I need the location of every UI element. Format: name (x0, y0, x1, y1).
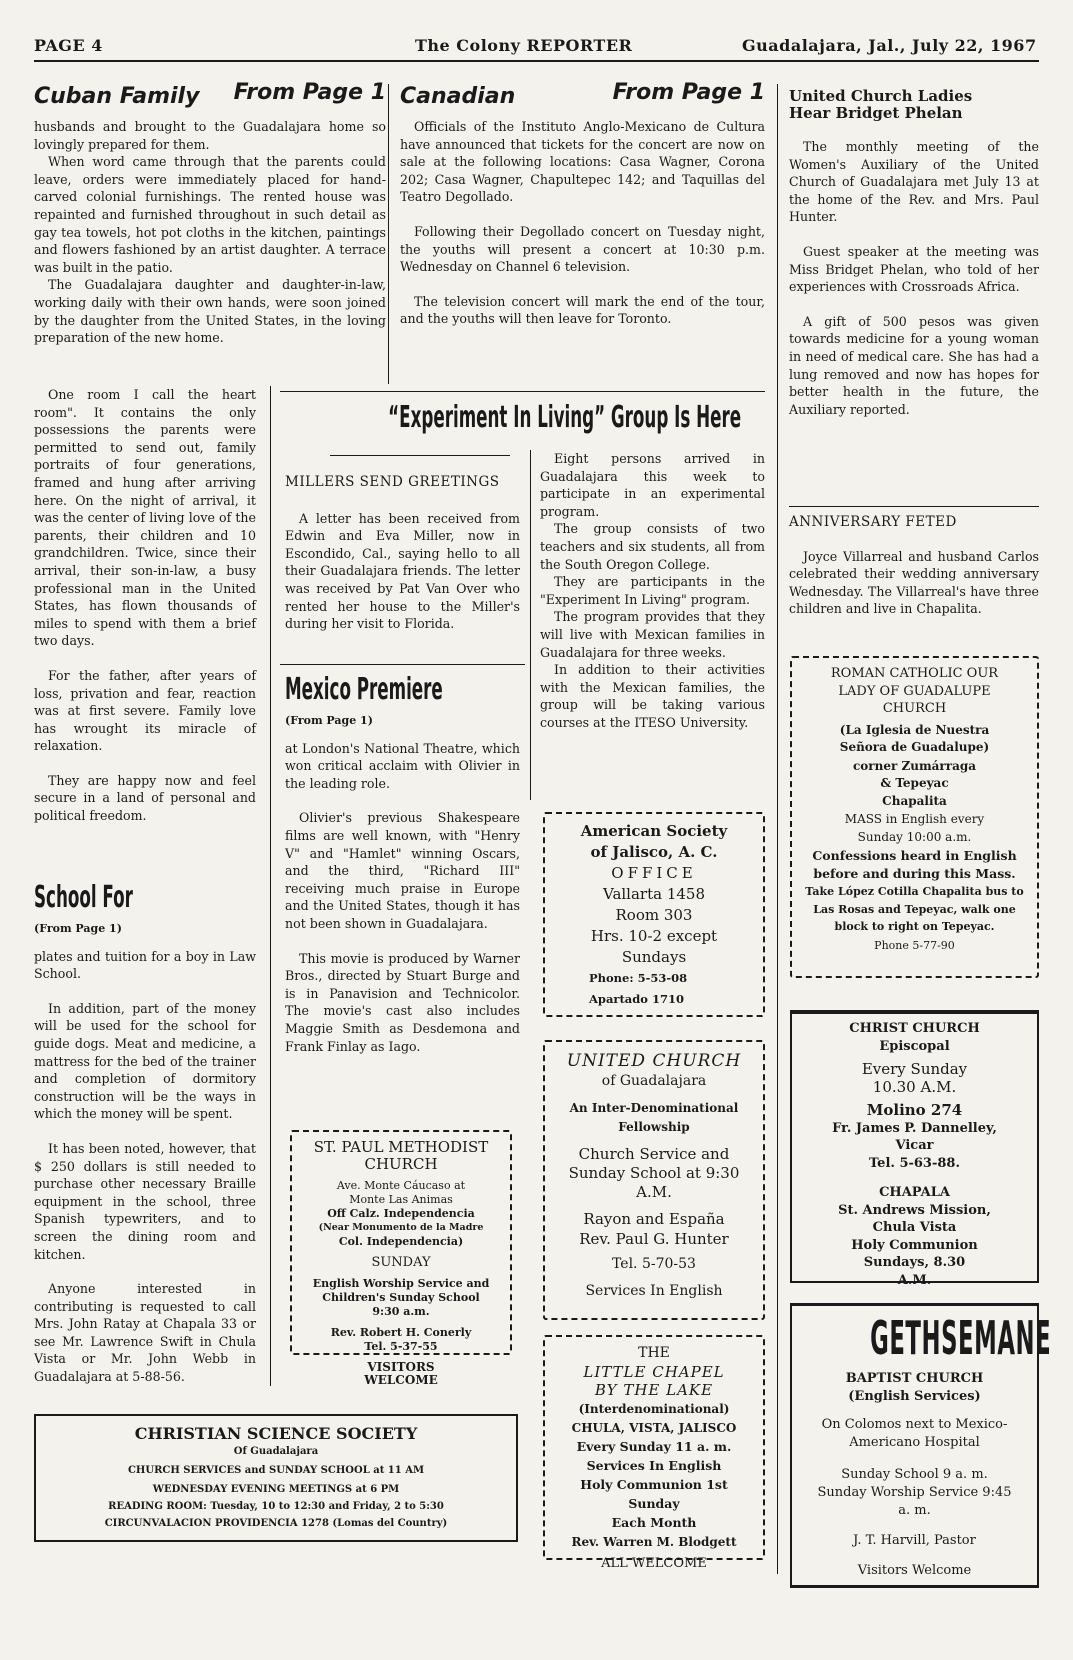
lc-line-5: Each Month (611, 1515, 697, 1530)
ladies-p1: The monthly meeting of the Women's Auxiliary of the United Church of Guadalajara met July 13 at the home of the Rev. and Mrs. Paul Hunter. (789, 139, 1039, 225)
canadian-p1: Officials of the Instituto Anglo-Mexicano de Cultura have announced that tickets for the concert are now on sale at the following locations: Casa Wagner, Corona 202; Casa Wagner, Chapultepec 142; and Taquillas del Teatro Degollado. (400, 119, 765, 205)
rc-name: ROMAN CATHOLIC OUR LADY OF GUADALUPE CHURCH (830, 666, 999, 716)
cs-line-1: CHURCH SERVICES and SUNDAY SCHOOL at 11 AM (127, 1465, 425, 1476)
uc-service: Church Service and Sunday School at 9:30 A.M. (568, 1145, 740, 1201)
american-society-ad (543, 812, 765, 1017)
lc-welcome: ALL WELCOME (601, 1556, 707, 1571)
cc-name: CHRIST CHURCH (849, 1021, 980, 1036)
cs-line-3: READING ROOM: Tuesday, 10 to 12:30 and Friday, 2 to 5:30 (108, 1501, 444, 1512)
christ-church-ad (790, 1010, 1039, 1288)
cuban-family-body-bottom (34, 386, 256, 842)
canadian-kicker: Canadian (400, 84, 516, 109)
experiment-p1: Eight persons arrived in Guadalajara this week to participate in an experimental program. (540, 451, 765, 519)
premiere-article (285, 672, 520, 1072)
cuban-p3: The Guadalajara daughter and daughter-in-law, working daily with their own hands, were soon joined by the daughter from the United States, in the loving preparation of the new home. (34, 277, 386, 346)
lc-the: THE (638, 1345, 670, 1361)
gs-type: BAPTIST CHURCH (845, 1371, 984, 1386)
cc-tel: Tel. 5-63-88. (869, 1155, 960, 1171)
cs-line-4: CIRCUNVALACION PROVIDENCIA 1278 (Lomas del Country) (104, 1518, 448, 1529)
cc-communion: Holy Communion Sundays, 8.30 A.M. (851, 1237, 978, 1288)
cuban-family-kicker: Cuban Family (34, 84, 200, 109)
as-line-4: Vallarta 1458 (602, 885, 706, 903)
as-line-2: of Jalisco, A. C. (590, 843, 718, 861)
cuban-p6: They are happy now and feel secure in a land of personal and political freedom. (34, 772, 256, 824)
gs-address: On Colomos next to Mexico-Americano Hospital (821, 1417, 1008, 1450)
rc-address: corner Zumárraga & Tepeyac Chapalita (852, 758, 977, 808)
cs-line-2: WEDNESDAY EVENING MEETINGS at 6 PM (152, 1484, 400, 1495)
as-apartado: Apartado 1710 (589, 992, 684, 1006)
experiment-headline-wrap (280, 400, 765, 436)
uc-pastor: Rev. Paul G. Hunter (579, 1230, 729, 1248)
school-for-from: (From Page 1) (34, 922, 122, 935)
premiere-from: (From Page 1) (285, 714, 373, 727)
experiment-top-rule (280, 391, 765, 392)
gethsemane-name-wrap (796, 1310, 1052, 1370)
lc-pastor: Rev. Warren M. Blodgett (571, 1535, 737, 1549)
experiment-under-rule (330, 455, 510, 456)
uc-type: An Inter-Denominational Fellowship (569, 1101, 739, 1134)
gs-worship: Sunday Worship Service 9:45 a. m. (817, 1485, 1012, 1518)
gs-lang: (English Services) (848, 1389, 981, 1404)
column-rule-2 (777, 84, 778, 1574)
ladies-article (789, 88, 1039, 435)
school-for-headline: School For (34, 880, 133, 915)
as-line-6: Hrs. 10-2 except (590, 927, 718, 945)
st-paul-time-1: English Worship Service and (312, 1277, 490, 1290)
st-paul-address-2: Monte Las Animas (349, 1193, 453, 1206)
school-p1: plates and tuition for a boy in Law School. (34, 948, 256, 982)
anniversary-headline: ANNIVERSARY FETED (789, 514, 957, 530)
ladies-p2: Guest speaker at the meeting was Miss Bridget Phelan, who told of her experiences with Crossroads Africa. (789, 243, 1039, 295)
dateline: Guadalajara, Jal., July 22, 1967 (742, 36, 1037, 55)
catholic-church-ad (790, 656, 1039, 978)
st-paul-time-2: Children's Sunday School (322, 1291, 480, 1304)
cuban-p2: When word came through that the parents could leave, orders were immediately placed for hand-carved colonial furnishings. The rented house was repainted and furnished throughout in such detail as gay tea towels, hot pot cloths in the kitchen, paintings and flowers fashioned by an artist daughter. A terrace was built in the patio. (34, 154, 386, 275)
rc-phone: Phone 5-77-90 (874, 938, 955, 952)
cs-city: Of Guadalajara (233, 1446, 319, 1457)
paper-name: The Colony REPORTER (415, 36, 633, 55)
ladies-rule (789, 506, 1039, 507)
masthead-rule (34, 60, 1039, 62)
school-p3: It has been noted, however, that $ 250 dollars is still needed to purchase other necessary Braille equipment in the school, three Spanish typewriters, and to screen the dining room and kitchen. (34, 1140, 256, 1262)
school-p2: In addition, part of the money will be used for the school for guide dogs. Meat and medicine, a mattress for the bed of the trainer and completion of dormitory construction will be the ways in which the money will be spent. (34, 1000, 256, 1122)
anniversary-p1: Joyce Villarreal and husband Carlos celebrated their wedding anniversary Wednesday. The Villarreal's have three children and live in Chapalita. (789, 548, 1039, 617)
united-church-ad (543, 1040, 765, 1320)
rc-bus: Take López Cotilla Chapalita bus to Las Rosas and Tepeyac, walk one block to right on Tepeyac. (805, 885, 1024, 933)
lc-line-1: Every Sunday 11 a. m. (576, 1439, 732, 1454)
millers-rule (280, 664, 525, 665)
rc-spanish: (La Iglesia de Nuestra Señora de Guadalupe) (839, 722, 990, 754)
millers-p1: A letter has been received from Edwin and Eva Miller, now in Escondido, Cal., saying hello to all their Guadalajara friends. The letter was received by Pat Van Over who rented her house to the Miller's during her visit to Florida. (285, 510, 520, 632)
ladies-p3: A gift of 500 pesos was given towards medicine for a young woman in need of medical care. She has had a lung removed and now has hopes for better health in the future, the Auxiliary reported. (789, 313, 1039, 417)
little-chapel-ad (543, 1335, 765, 1571)
cc-address: Molino 274 (866, 1101, 963, 1119)
experiment-p2: The group consists of two teachers and six students, all from the South Oregon College. (540, 521, 765, 572)
experiment-headline: “Experiment In Living” Group Is Here (388, 400, 742, 435)
anniversary-article (789, 512, 1039, 635)
experiment-article (540, 450, 765, 732)
uc-name: UNITED CHURCH (566, 1051, 742, 1071)
lc-name: LITTLE CHAPEL BY THE LAKE (583, 1363, 725, 1399)
as-line-3: OFFICE (611, 864, 697, 882)
cc-chapala: CHAPALA (879, 1185, 950, 1200)
ladies-headline: United Church Ladies Hear Bridget Phelan (789, 87, 973, 122)
st-paul-methodist-ad (290, 1130, 512, 1387)
rc-confessions: Confessions heard in English before and during this Mass. (812, 848, 1017, 881)
premiere-p2: Olivier's previous Shakespeare films are well known, with "Henry V" and "Hamlet" winning Oscars, and the third, "Richard III" receiving much praise in Europe and the United States, though it has not been shown in Guadalajara. (285, 810, 520, 931)
as-phone: Phone: 5-53-08 (589, 971, 688, 985)
st-paul-address-1: Ave. Monte Cáucaso at (336, 1179, 466, 1192)
canadian-from: From Page 1 (612, 80, 765, 105)
column-rule-1b (270, 386, 271, 1386)
st-paul-address-5: Col. Independencia) (338, 1235, 464, 1248)
cuban-family-article (34, 80, 386, 112)
uc-address: Rayon and España (583, 1210, 725, 1228)
gethsemane-ad (790, 1303, 1052, 1588)
lc-line-3: Holy Communion 1st (580, 1477, 728, 1492)
st-paul-welcome: VISITORS WELCOME (364, 1360, 438, 1387)
st-paul-address-4: (Near Monumento de la Madre (318, 1222, 484, 1233)
gs-pastor: J. T. Harvill, Pastor (853, 1533, 976, 1548)
lc-line-4: Sunday (628, 1496, 680, 1511)
st-paul-service: SUNDAY (371, 1255, 431, 1270)
school-for-article (34, 880, 256, 1403)
millers-headline: MILLERS SEND GREETINGS (285, 474, 500, 490)
millers-article (285, 468, 520, 650)
experiment-p3: They are participants in the "Experiment In Living" program. (540, 574, 765, 607)
rc-mass: MASS in English every Sunday 10:00 a.m. (844, 812, 985, 844)
gs-school: Sunday School 9 a. m. (841, 1467, 988, 1482)
cuban-family-from: From Page 1 (233, 80, 386, 105)
st-paul-address-3: Off Calz. Independencia (327, 1207, 475, 1220)
experiment-p4: The program provides that they will live with Mexican families in Guadalajara for three weeks. (540, 609, 765, 660)
lc-type: (Interdenominational) (578, 1402, 730, 1416)
lc-line-2: Services In English (586, 1458, 722, 1473)
gethsemane-name: GETHSEMANE (870, 1311, 1052, 1365)
cuban-p5: For the father, after years of loss, privation and fear, reaction was at first severe. Family love has wrought its miracle of relaxation. (34, 667, 256, 754)
christian-science-ad (34, 1414, 518, 1542)
st-paul-time-3: 9:30 a.m. (372, 1305, 430, 1318)
premiere-headline: Mexico Premiere (285, 672, 443, 707)
st-paul-name: ST. PAUL METHODIST CHURCH (313, 1138, 489, 1173)
uc-services: Services In English (585, 1283, 723, 1299)
canadian-p3: The television concert will mark the end of the tour, and the youths will then leave for Toronto. (400, 293, 765, 327)
as-line-7: Sundays (621, 948, 687, 966)
canadian-p2: Following their Degollado concert on Tuesday night, the youths will present a concert at 10:30 p.m. Wednesday on Channel 6 television. (400, 223, 765, 275)
school-p4: Anyone interested in contributing is requested to call Mrs. John Ratay at Chapala 33 or see Mr. Lawrence Swift in Chula Vista or Mr. John Webb in Guadalajara at 5-88-56. (34, 1281, 256, 1385)
page-number: PAGE 4 (34, 36, 103, 55)
gs-welcome: Visitors Welcome (857, 1563, 972, 1578)
st-paul-tel: Tel. 5-37-55 (364, 1340, 438, 1353)
st-paul-pastor: Rev. Robert H. Conerly (330, 1326, 472, 1339)
cs-name: CHRISTIAN SCIENCE SOCIETY (134, 1424, 418, 1443)
lc-place: CHULA, VISTA, JALISCO (571, 1421, 737, 1435)
premiere-p3: This movie is produced by Warner Bros., directed by Stuart Burge and is in Panavision and Technicolor. The movie's cast also includes Maggie Smith as Desdemona and Frank Finlay as Iago. (285, 950, 520, 1054)
cuban-family-body-top (34, 118, 386, 347)
cuban-p1: husbands and brought to the Guadalajara home so lovingly prepared for them. (34, 119, 386, 152)
experiment-p5: In addition to their activities with the Mexican families, the group will be taking various courses at the ITESO University. (540, 662, 765, 730)
uc-city: of Guadalajara (601, 1073, 707, 1089)
as-line-1: American Society (580, 822, 728, 840)
cc-pastor: Fr. James P. Dannelley, Vicar (832, 1120, 997, 1153)
cc-type: Episcopal (879, 1038, 950, 1054)
cc-service: Every Sunday 10.30 A.M. (861, 1060, 968, 1096)
cuban-p4: One room I call the heart room". It contains the only possessions the parents were permitted to send out, family portraits of four generations, framed and hung after arriving here. On the night of arrival, it was the center of living love of the parents, their children and 10 grandchildren. Twice, since their arrival, their son-in-law, a busy professional man in the United States, has flown thousands of miles to spend with them a brief two days. (34, 387, 256, 649)
column-rule-1 (388, 84, 389, 384)
cc-mission: St. Andrews Mission, Chula Vista (838, 1202, 991, 1235)
uc-tel: Tel. 5-70-53 (612, 1256, 696, 1272)
column-rule-3 (530, 450, 531, 800)
premiere-p1: at London's National Theatre, which won critical acclaim with Olivier in the leading role. (285, 740, 520, 791)
as-line-5: Room 303 (615, 906, 693, 924)
canadian-article (400, 80, 765, 328)
